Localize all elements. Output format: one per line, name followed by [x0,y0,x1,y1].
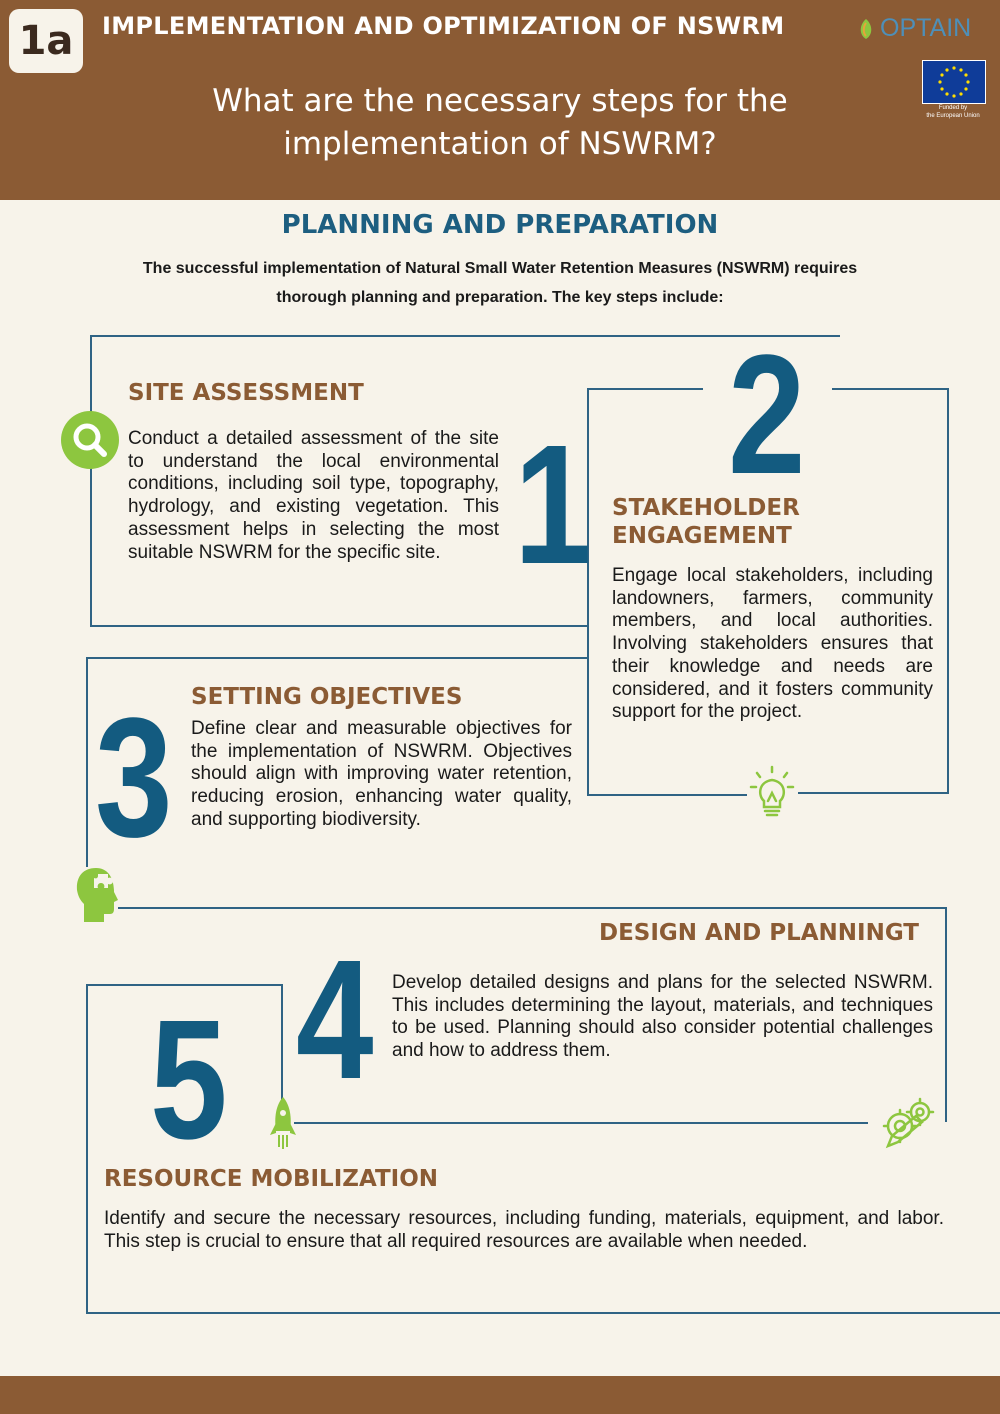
intro-line-2: thorough planning and preparation. The key steps include: [276,289,724,306]
step-4-body: Develop detailed designs and plans for the selected NSWRM. This includes determining the layout, materials, and techniques to be used. Planning should also consider potential challenges and how to address them. [392,972,933,1062]
main-question [150,80,850,166]
step-3-frame-top [86,657,588,659]
eu-caption-line-2: the European Union [926,113,980,119]
step-1-title: SITE ASSESSMENT [128,380,364,406]
head-puzzle-icon [74,864,122,926]
step-1-frame-bottom [90,625,588,627]
step-1-number: 1 [514,410,592,600]
step-4-frame-top [588,907,946,909]
question-line-2: implementation of NSWRM? [283,126,717,162]
step-4-number: 4 [296,925,374,1115]
gears-pencil-icon [880,1096,936,1150]
footer-bar [0,1376,1000,1414]
search-icon [61,411,119,469]
leaf-icon [856,17,876,41]
step-1-body: Conduct a detailed assessment of the site to understand the local environmental conditions, including soil type, topography, hydrology, and existing vegetation. This assessment helps in selecting the most suitable NSWRM for the specific site. [128,428,499,563]
step-3-frame-left [86,657,88,867]
logo-text: OPTAIN [880,14,972,42]
lightbulb-icon [748,765,796,823]
step-3-body: Define clear and measurable objectives for the implementation of NSWRM. Objectives should align with improving water retention, reducing erosion, enhancing water quality, and supporting biodiversity. [191,718,572,830]
step-5-body: Identify and secure the necessary resources, including funding, materials, equipment, and labor. This step is crucial to ensure that all required resources are available when needed. [104,1208,944,1252]
eu-caption-line-1: Funded by [938,105,968,111]
step-4-frame-bottom [294,1122,868,1124]
topic-title: IMPLEMENTATION AND OPTIMIZATION OF NSWRM [102,12,785,40]
step-5-frame-left [86,984,88,1312]
section-title: PLANNING AND PREPARATION [281,210,719,240]
optain-logo [856,14,971,43]
intro-line-1: The successful implementation of Natural Small Water Retention Measures (NSWRM) requires [142,260,858,277]
step-2-title-line-1: STAKEHOLDER [612,495,800,521]
eu-caption [910,104,996,120]
step-4-frame-right [945,907,947,1122]
step-2-frame-top-left [587,388,703,390]
step-2-frame-top-right [832,388,948,390]
step-5-title: RESOURCE MOBILIZATION [104,1166,439,1192]
step-2-frame-bottom-left [587,794,747,796]
step-5-frame-bottom [86,1312,1000,1314]
module-badge: 1a [9,9,83,73]
step-1-frame-left [90,335,92,625]
header-banner [0,0,1000,200]
step-3-frame-bottom [118,907,588,909]
step-2-title [612,494,800,550]
rocket-icon [268,1095,298,1151]
step-2-number-display: 2 [728,320,806,510]
step-5-number: 5 [150,985,228,1175]
step-3-title: SETTING OBJECTIVES [191,684,463,710]
step-2-frame-right [947,388,949,794]
step-2-body: Engage local stakeholders, including landowners, farmers, community members, and local authorities. Involving stakeholders ensures that their knowledge and needs are considered, and it fosters community support for the project. [612,565,933,723]
eu-stars-icon [923,61,985,103]
step-3-number: 3 [95,683,173,873]
eu-flag [922,60,986,104]
step-2-frame-bottom-right [798,792,948,794]
question-line-1: What are the necessary steps for the [212,83,788,119]
step-4-title: DESIGN AND PLANNINGT [599,920,919,946]
step-2-title-line-2: ENGAGEMENT [612,523,792,549]
intro-text [60,254,940,312]
